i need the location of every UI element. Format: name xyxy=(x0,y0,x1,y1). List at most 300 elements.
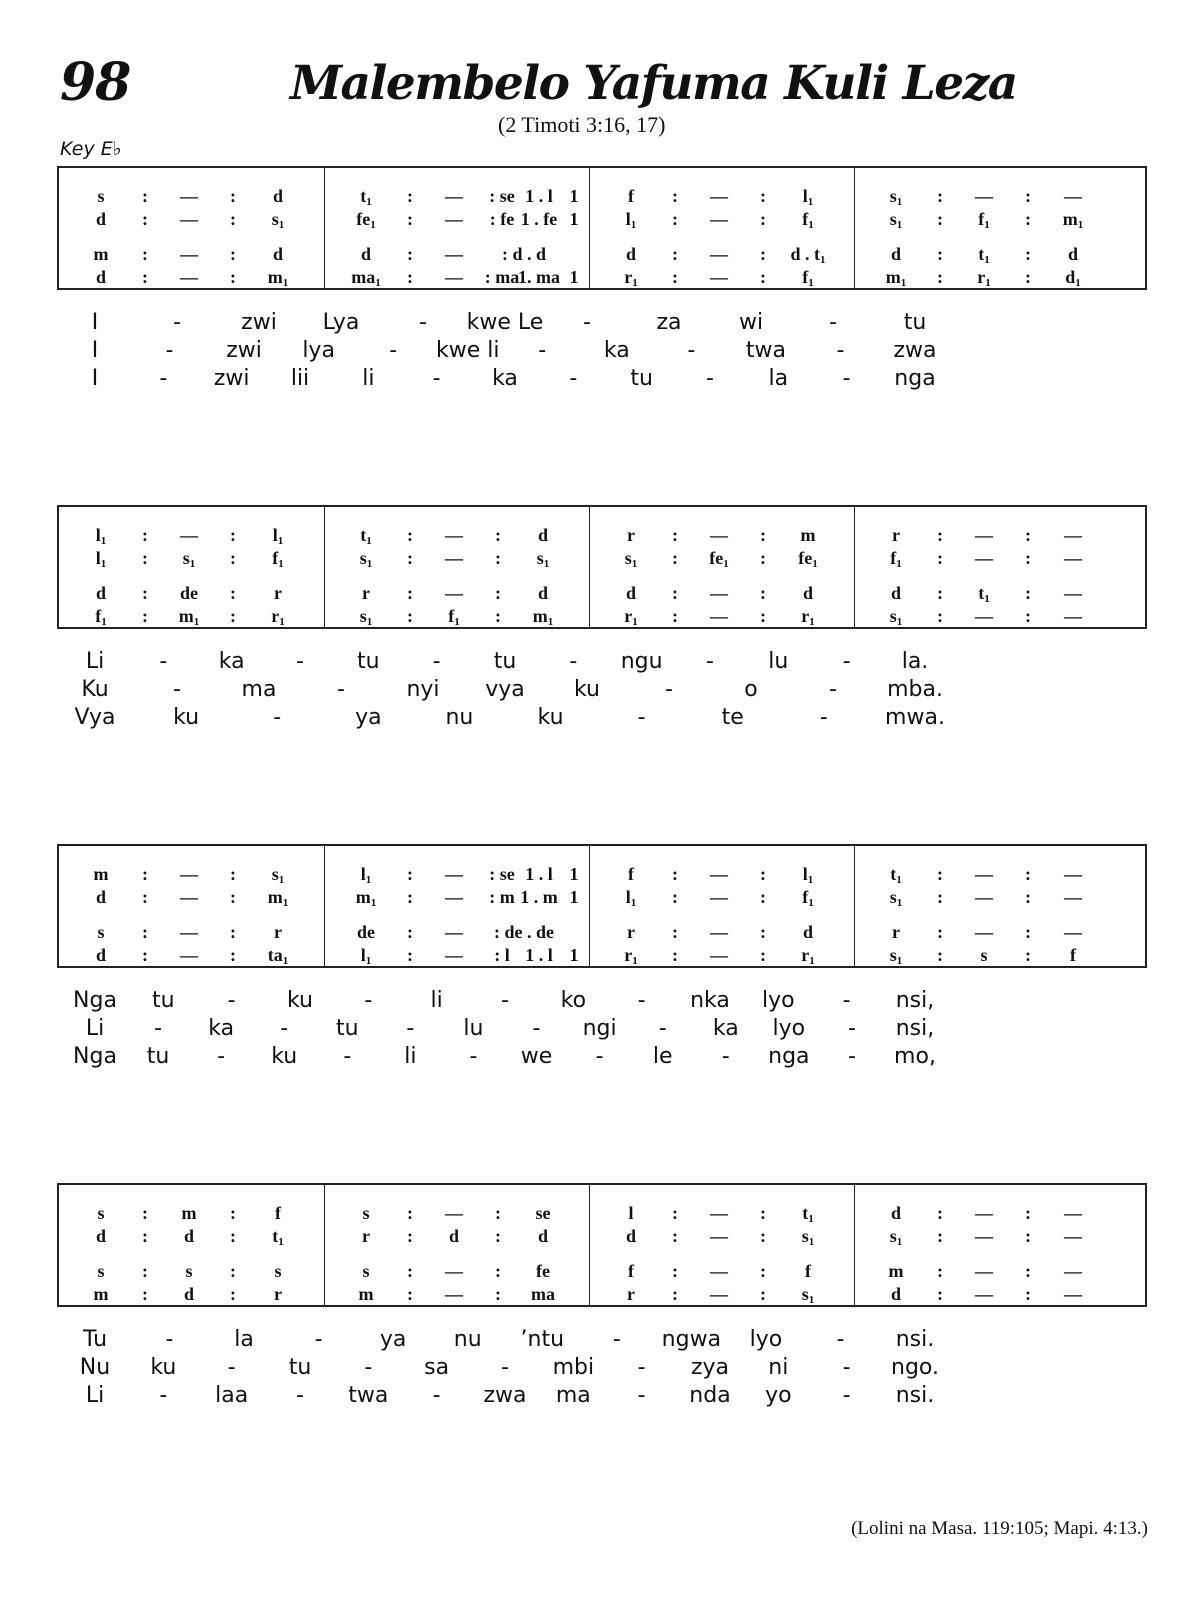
note-symbol: — xyxy=(975,1226,993,1246)
note-symbol: fe xyxy=(536,1261,550,1281)
lyric-syllable: ka xyxy=(603,338,630,363)
note-symbol: de xyxy=(357,922,375,942)
note-symbol: : xyxy=(142,583,148,603)
solfa-note xyxy=(1068,244,1078,265)
solfa-note xyxy=(1025,864,1031,885)
solfa-note xyxy=(362,1203,369,1224)
solfa-note xyxy=(180,525,198,546)
note-symbol: r xyxy=(624,267,633,287)
solfa-note xyxy=(142,583,148,604)
note-symbol: — xyxy=(445,548,463,568)
note-symbol: s xyxy=(97,1261,105,1281)
solfa-note xyxy=(760,945,766,966)
note-symbol: : xyxy=(760,267,766,287)
octave-mark: 1 xyxy=(896,897,903,909)
solfa-note xyxy=(97,1261,104,1282)
note-symbol: : xyxy=(937,583,943,603)
lyric-syllable: lii xyxy=(290,366,310,391)
note-symbol: f xyxy=(1070,945,1076,965)
lyric-syllable: we xyxy=(520,1044,553,1069)
note-symbol: d . t xyxy=(790,244,821,264)
solfa-note xyxy=(1065,267,1081,289)
lyric-hyphen: - xyxy=(706,366,714,391)
lyric-syllable: wi xyxy=(738,310,764,335)
note-symbol: : xyxy=(230,864,236,884)
solfa-note xyxy=(230,922,236,943)
lyric-syllable: ku xyxy=(173,705,200,730)
note-symbol: : xyxy=(230,267,236,287)
solfa-note xyxy=(570,267,579,288)
solfa-note xyxy=(407,583,413,604)
note-symbol: — xyxy=(975,922,993,942)
note-symbol: — xyxy=(180,186,198,206)
note-symbol: ta xyxy=(267,945,283,965)
note-symbol: — xyxy=(710,525,728,545)
solfa-note xyxy=(360,606,373,628)
note-symbol: s xyxy=(624,548,632,568)
solfa-note xyxy=(489,887,515,908)
solfa-note xyxy=(230,887,236,908)
solfa-note xyxy=(801,525,816,546)
solfa-note xyxy=(274,1284,282,1305)
lyric-hyphen: - xyxy=(389,338,398,363)
solfa-note xyxy=(407,1261,413,1282)
solfa-note xyxy=(760,922,766,943)
lyric-syllable: ka xyxy=(218,649,245,674)
solfa-note xyxy=(672,1226,678,1247)
solfa-note xyxy=(710,887,728,908)
note-symbol: : xyxy=(142,1284,148,1304)
solfa-note xyxy=(975,887,993,908)
note-symbol: 1 xyxy=(569,209,579,229)
note-symbol: ma xyxy=(351,267,376,287)
solfa-note xyxy=(937,209,943,230)
note-symbol: m xyxy=(178,606,194,626)
note-symbol: s xyxy=(97,922,105,942)
solfa-note xyxy=(672,1261,678,1282)
lyric-syllable: laa xyxy=(215,1383,249,1408)
solfa-note xyxy=(802,1226,815,1248)
lyric-syllable: ma xyxy=(241,677,277,702)
note-symbol: fe xyxy=(709,548,724,568)
lyric-hyphen: - xyxy=(337,677,345,702)
solfa-note xyxy=(489,186,515,207)
note-symbol: r xyxy=(801,945,810,965)
lyric-syllable: Lya xyxy=(322,310,360,335)
solfa-note xyxy=(802,1203,814,1225)
note-symbol: r xyxy=(627,1284,635,1304)
note-symbol: s xyxy=(801,1226,809,1246)
note-symbol: : xyxy=(142,1261,148,1281)
lyric-syllable: Nga xyxy=(73,988,117,1013)
solfa-note xyxy=(891,1284,901,1305)
solfa-note xyxy=(142,186,148,207)
note-symbol: — xyxy=(710,945,728,965)
note-symbol: : xyxy=(230,583,236,603)
lyric-syllable: ni xyxy=(768,1355,789,1380)
solfa-note xyxy=(710,922,728,943)
solfa-note xyxy=(180,864,198,885)
solfa-note xyxy=(407,945,413,966)
octave-mark: 1 xyxy=(366,558,373,570)
lyric-syllable: Li xyxy=(85,1383,105,1408)
note-symbol: l xyxy=(360,945,366,965)
lyric-syllable: lyo xyxy=(762,988,795,1013)
solfa-note xyxy=(1064,1203,1082,1224)
octave-mark: 1 xyxy=(370,897,377,909)
solfa-note xyxy=(937,922,943,943)
hymn-number: 98 xyxy=(60,52,131,113)
note-symbol: : xyxy=(672,1203,678,1223)
note-symbol: — xyxy=(1064,1203,1082,1223)
note-symbol: : xyxy=(407,606,413,626)
solfa-note xyxy=(1064,583,1082,604)
solfa-note xyxy=(937,1203,943,1224)
lyric-hyphen: - xyxy=(819,705,828,730)
note-symbol: d xyxy=(448,1226,460,1246)
note-symbol: d xyxy=(625,583,637,603)
note-symbol: : xyxy=(937,186,943,206)
solfa-note xyxy=(760,244,766,265)
note-symbol: r xyxy=(362,1226,370,1246)
solfa-note xyxy=(230,945,236,966)
solfa-note xyxy=(1064,606,1082,627)
note-symbol: s xyxy=(359,606,367,626)
note-symbol: — xyxy=(975,1203,993,1223)
note-symbol: d xyxy=(95,945,107,965)
note-symbol: m xyxy=(181,1203,197,1223)
note-symbol: f xyxy=(272,548,279,568)
solfa-note xyxy=(978,583,990,605)
lyric-hyphen: - xyxy=(658,1016,667,1041)
lyric-syllable: nka xyxy=(690,988,730,1013)
note-symbol: l xyxy=(802,186,808,206)
note-symbol: : xyxy=(407,583,413,603)
octave-mark: 1 xyxy=(984,254,990,266)
octave-mark: 1 xyxy=(808,1236,815,1248)
solfa-note xyxy=(142,606,148,627)
solfa-note xyxy=(407,1284,413,1305)
lyric-hyphen: - xyxy=(419,310,427,335)
solfa-note xyxy=(1025,1261,1031,1282)
note-symbol: t xyxy=(802,1203,809,1223)
solfa-note xyxy=(449,1226,459,1247)
solfa-note xyxy=(359,1284,374,1305)
octave-mark: 1 xyxy=(630,219,637,231)
note-symbol: : xyxy=(760,887,766,907)
note-symbol: t xyxy=(978,244,985,264)
note-symbol: m xyxy=(93,864,109,884)
octave-mark: 1 xyxy=(1077,219,1084,231)
note-symbol: r xyxy=(362,583,370,603)
note-symbol: f xyxy=(95,606,102,626)
solfa-note xyxy=(495,606,501,627)
solfa-note xyxy=(180,267,198,288)
solfa-note xyxy=(360,548,373,570)
lyric-syllable: kwe Le xyxy=(466,310,544,335)
note-symbol: f xyxy=(802,209,809,229)
lyric-syllable: nu xyxy=(445,705,474,730)
note-symbol: m xyxy=(800,525,816,545)
note-symbol: 1 xyxy=(569,186,579,206)
note-symbol: : xyxy=(937,1284,943,1304)
note-symbol: — xyxy=(180,267,198,287)
note-symbol: : xyxy=(142,887,148,907)
note-symbol: : xyxy=(230,1226,236,1246)
note-symbol: r xyxy=(271,606,280,626)
octave-mark: 1 xyxy=(723,558,729,570)
octave-mark: 1 xyxy=(820,254,826,266)
lyric-syllable: nga xyxy=(768,1044,810,1069)
note-symbol: : xyxy=(407,1226,413,1246)
solfa-note xyxy=(672,267,678,288)
solfa-note xyxy=(95,606,107,628)
solfa-note xyxy=(975,186,993,207)
note-symbol: : xyxy=(1025,1284,1031,1304)
note-symbol: : xyxy=(672,548,678,568)
solfa-note xyxy=(445,864,463,885)
note-symbol: : xyxy=(142,186,148,206)
note-symbol: 1 . fe xyxy=(520,209,558,229)
lyric-syllable: nsi. xyxy=(895,1327,935,1352)
lyric-syllable: ngi xyxy=(582,1016,617,1041)
note-symbol: s xyxy=(889,606,897,626)
solfa-note xyxy=(1025,267,1031,288)
lyric-hyphen: - xyxy=(364,1355,373,1380)
note-symbol: : xyxy=(142,922,148,942)
note-symbol: — xyxy=(975,1284,993,1304)
solfa-note xyxy=(710,186,728,207)
note-symbol: — xyxy=(180,945,198,965)
solfa-note xyxy=(1025,583,1031,604)
solfa-note xyxy=(1064,1261,1082,1282)
solfa-note xyxy=(230,244,236,265)
lyric-syllable: le xyxy=(652,1044,673,1069)
note-symbol: d xyxy=(802,583,814,603)
lyric-hyphen: - xyxy=(296,649,304,674)
solfa-note xyxy=(268,267,289,289)
lyric-syllable: ku xyxy=(537,705,564,730)
solfa-note xyxy=(356,209,375,231)
note-symbol: — xyxy=(710,583,728,603)
lyric-hyphen: - xyxy=(842,988,851,1013)
key-signature: Key E♭ xyxy=(60,138,122,160)
note-symbol: — xyxy=(1064,922,1082,942)
note-symbol: : xyxy=(142,267,148,287)
solfa-note xyxy=(1025,922,1031,943)
note-symbol: — xyxy=(975,525,993,545)
solfa-note xyxy=(142,267,148,288)
note-symbol: d xyxy=(890,1284,902,1304)
note-symbol: : m xyxy=(489,887,515,907)
note-symbol: : xyxy=(672,209,678,229)
solfa-note xyxy=(890,1226,903,1248)
solfa-note xyxy=(538,583,548,604)
lyric-syllable: nu xyxy=(453,1327,482,1352)
note-symbol: : xyxy=(407,1203,413,1223)
note-symbol: : xyxy=(230,209,236,229)
note-symbol: d xyxy=(95,267,107,287)
solfa-note xyxy=(1064,1284,1082,1305)
note-symbol: : xyxy=(142,945,148,965)
lyric-syllable: nsi. xyxy=(895,1383,935,1408)
note-symbol: — xyxy=(445,887,463,907)
solfa-note xyxy=(521,209,557,230)
solfa-note xyxy=(362,1226,370,1247)
lyric-hyphen: - xyxy=(847,1044,856,1069)
note-symbol: — xyxy=(180,887,198,907)
note-symbol: : xyxy=(407,525,413,545)
solfa-note xyxy=(626,583,636,604)
solfa-note xyxy=(485,267,520,288)
note-symbol: — xyxy=(445,922,463,942)
lyric-syllable: ma xyxy=(555,1383,591,1408)
note-symbol: s xyxy=(889,186,897,206)
lyric-hyphen: - xyxy=(569,649,578,674)
solfa-note xyxy=(142,887,148,908)
solfa-note xyxy=(709,548,728,570)
solfa-note xyxy=(495,583,501,604)
lyric-syllable: I xyxy=(91,366,99,391)
lyric-hyphen: - xyxy=(538,338,547,363)
solfa-note xyxy=(628,864,634,885)
octave-mark: 1 xyxy=(808,219,814,231)
note-symbol: r xyxy=(274,922,282,942)
octave-mark: 1 xyxy=(278,558,284,570)
solfa-note xyxy=(407,864,413,885)
solfa-note xyxy=(937,244,943,265)
note-symbol: : xyxy=(672,525,678,545)
octave-mark: 1 xyxy=(365,955,372,967)
solfa-note xyxy=(760,186,766,207)
lyric-hyphen: - xyxy=(842,649,851,674)
solfa-note xyxy=(445,1203,463,1224)
solfa-note xyxy=(230,864,236,885)
solfa-note xyxy=(802,1284,815,1306)
solfa-note xyxy=(937,945,943,966)
solfa-note xyxy=(1064,1226,1082,1247)
note-symbol: : xyxy=(937,887,943,907)
lyric-syllable: lya xyxy=(302,338,335,363)
octave-mark: 1 xyxy=(896,955,903,967)
note-symbol: — xyxy=(1064,583,1082,603)
lyric-syllable: ’ntu xyxy=(520,1327,565,1352)
octave-mark: 1 xyxy=(808,1294,815,1306)
solfa-note xyxy=(801,606,815,628)
solfa-note xyxy=(448,606,460,628)
solfa-note xyxy=(360,525,372,547)
solfa-note xyxy=(142,1261,148,1282)
note-symbol: m xyxy=(93,244,109,264)
solfa-note xyxy=(672,606,678,627)
solfa-note xyxy=(710,1261,728,1282)
solfa-note xyxy=(760,887,766,908)
barline xyxy=(589,507,590,627)
solfa-note xyxy=(891,244,901,265)
solfa-note xyxy=(1064,922,1082,943)
solfa-note xyxy=(230,525,236,546)
note-symbol: — xyxy=(710,186,728,206)
note-symbol: — xyxy=(180,244,198,264)
solfa-note xyxy=(803,922,813,943)
note-symbol: d xyxy=(95,209,107,229)
octave-mark: 1 xyxy=(630,897,637,909)
solfa-note xyxy=(445,525,463,546)
solfa-note xyxy=(1025,525,1031,546)
note-symbol: : xyxy=(142,1203,148,1223)
note-symbol: : xyxy=(937,1261,943,1281)
solfa-note xyxy=(975,1284,993,1305)
note-symbol: s xyxy=(889,209,897,229)
lyric-syllable: lyo xyxy=(772,1016,806,1041)
note-symbol: d xyxy=(95,583,107,603)
note-symbol: m xyxy=(532,606,548,626)
note-symbol: : xyxy=(407,887,413,907)
lyric-hyphen: - xyxy=(280,1016,289,1041)
note-symbol: r xyxy=(624,606,633,626)
solfa-note xyxy=(97,186,104,207)
octave-mark: 1 xyxy=(282,897,289,909)
solfa-note xyxy=(937,583,943,604)
solfa-note xyxy=(760,1284,766,1305)
lyric-hyphen: - xyxy=(532,1016,541,1041)
note-symbol: : se xyxy=(489,186,515,206)
note-symbol: — xyxy=(180,525,198,545)
solfa-note xyxy=(1025,1226,1031,1247)
lyric-syllable: li xyxy=(430,988,443,1013)
solfa-note xyxy=(274,1261,281,1282)
octave-mark: 1 xyxy=(279,616,285,628)
note-symbol: : xyxy=(760,583,766,603)
solfa-note xyxy=(626,887,637,909)
note-symbol: : xyxy=(1025,606,1031,626)
solfa-note xyxy=(710,864,728,885)
note-symbol: d xyxy=(183,1226,195,1246)
lyric-hyphen: - xyxy=(165,1327,174,1352)
lyric-hyphen: - xyxy=(159,1383,168,1408)
solfa-note xyxy=(272,864,285,886)
note-symbol: s xyxy=(185,1261,193,1281)
note-symbol: l xyxy=(625,209,631,229)
solfa-note xyxy=(710,606,728,627)
music-system xyxy=(57,505,1147,629)
note-symbol: — xyxy=(975,606,993,626)
solfa-note xyxy=(407,548,413,569)
note-symbol: — xyxy=(710,864,728,884)
note-symbol: : xyxy=(937,945,943,965)
solfa-note xyxy=(361,864,372,886)
lyric-syllable: Ku xyxy=(81,677,109,702)
lyric-hyphen: - xyxy=(842,1355,851,1380)
lyric-syllable: ka xyxy=(492,366,518,391)
note-symbol: : xyxy=(230,186,236,206)
solfa-note xyxy=(445,244,463,265)
music-system xyxy=(57,166,1147,290)
note-symbol: — xyxy=(445,1203,463,1223)
note-symbol: m xyxy=(1062,209,1078,229)
note-symbol: l xyxy=(95,525,101,545)
solfa-note xyxy=(97,922,104,943)
lyric-syllable: ngwa xyxy=(661,1327,722,1352)
note-symbol: l xyxy=(628,1203,634,1223)
note-symbol: d xyxy=(625,1226,637,1246)
lyric-syllable: ko xyxy=(560,988,587,1013)
note-symbol: — xyxy=(710,606,728,626)
solfa-note xyxy=(624,606,638,628)
note-symbol: 1 . l xyxy=(525,945,553,965)
note-symbol: : l xyxy=(494,945,510,965)
solfa-note xyxy=(142,209,148,230)
